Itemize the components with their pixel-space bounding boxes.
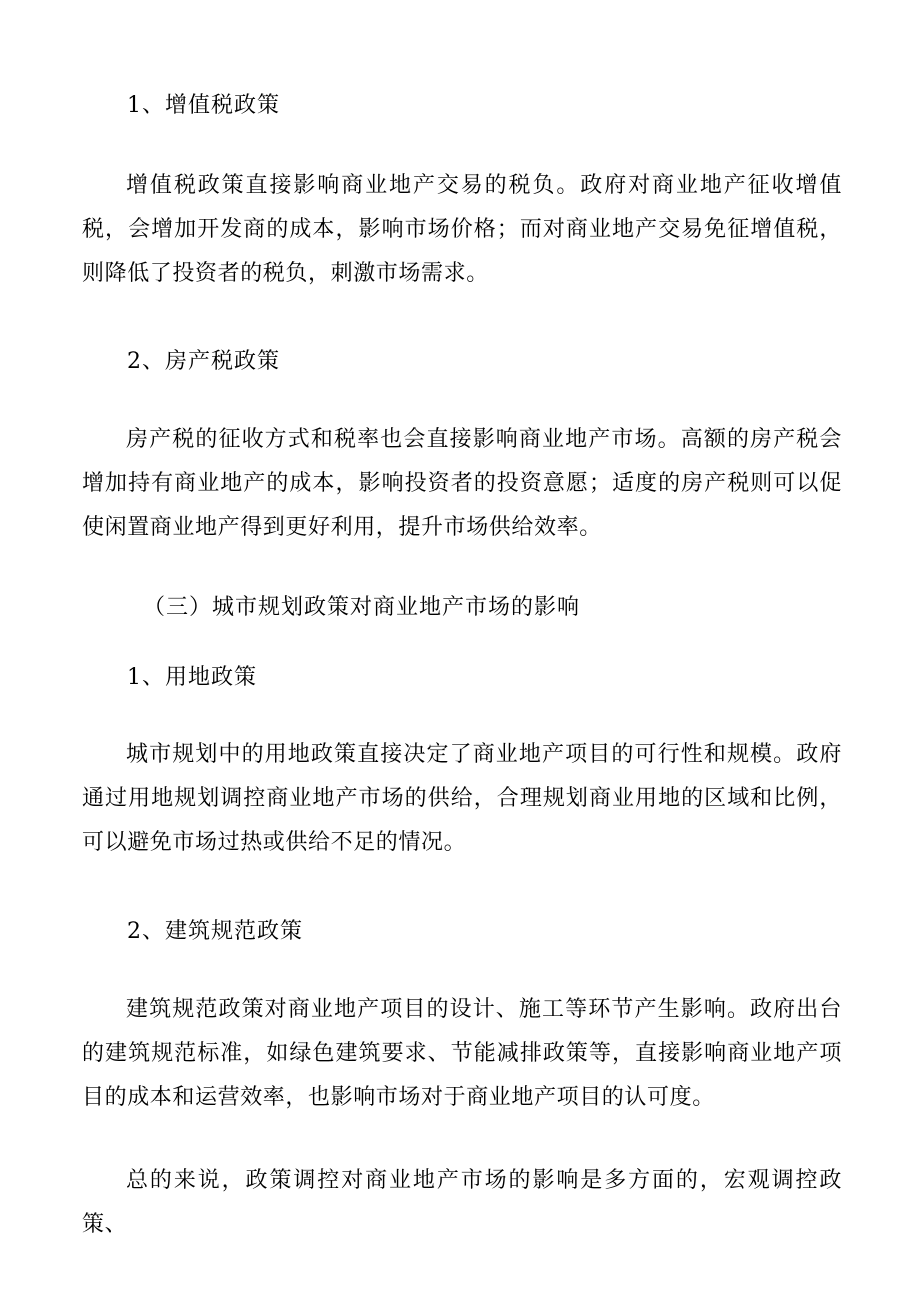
- paragraph-summary: 总的来说，政策调控对商业地产市场的影响是多方面的，宏观调控政策、: [82, 1168, 842, 1237]
- heading-building-code-policy: 2、建筑规范政策: [127, 919, 303, 944]
- paragraph-vat-policy: 增值税政策直接影响商业地产交易的税负。政府对商业地产征收增值税，会增加开发商的成本，影响市场价格；而对商业地产交易免征增值税，则降低了投资者的税负，刺激市场需求。: [82, 173, 842, 286]
- section-heading-urban-planning: （三）城市规划政策对商业地产市场的影响: [143, 595, 581, 620]
- paragraph-property-tax-policy: 房产税的征收方式和税率也会直接影响商业地产市场。高额的房产税会增加持有商业地产的成本，影响投资者的投资意愿；适度的房产税则可以促使闲置商业地产得到更好利用，提升市场供给效率。: [82, 427, 842, 540]
- heading-vat-policy: 1、增值税政策: [127, 93, 280, 118]
- heading-property-tax-policy: 2、房产税政策: [127, 349, 280, 374]
- paragraph-land-use-policy: 城市规划中的用地政策直接决定了商业地产项目的可行性和规模。政府通过用地规划调控商业地产市场的供给，合理规划商业用地的区域和比例，可以避免市场过热或供给不足的情况。: [82, 742, 842, 855]
- heading-land-use-policy: 1、用地政策: [127, 665, 257, 690]
- paragraph-building-code-policy: 建筑规范政策对商业地产项目的设计、施工等环节产生影响。政府出台的建筑规范标准，如绿色建筑要求、节能减排政策等，直接影响商业地产项目的成本和运营效率，也影响市场对于商业地产项目的认可度。: [82, 997, 842, 1110]
